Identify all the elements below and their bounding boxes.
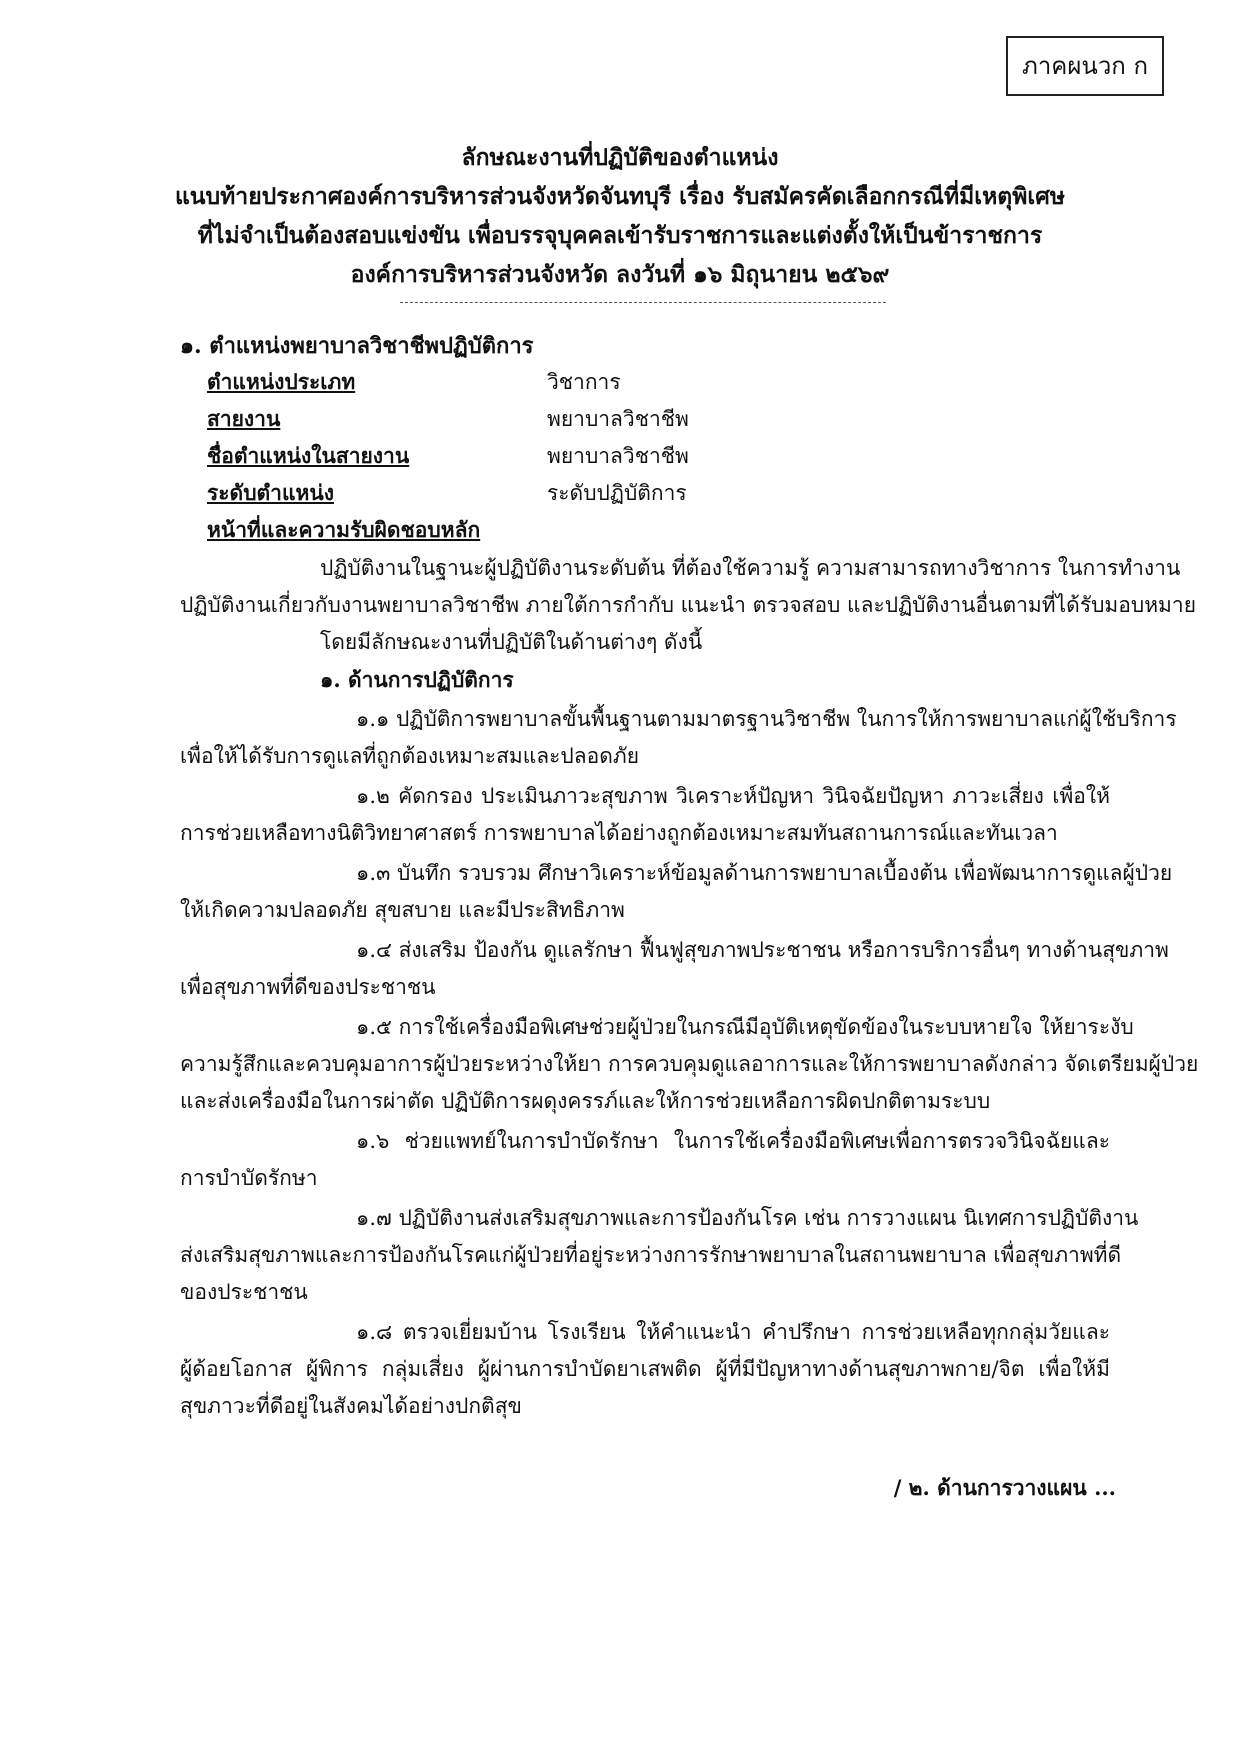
- heading-divider: [400, 302, 886, 303]
- item-1-2-line-1: ๑.๒ คัดกรอง ประเมินภาวะสุขภาพ วิเคราะห์ปัญหา วินิจฉัยปัญหา ภาวะเสี่ยง เพื่อให้: [356, 784, 1110, 808]
- field-label-line-of-work: สายงาน: [207, 406, 281, 431]
- appendix-label-box: ภาคผนวก ก: [1006, 36, 1164, 96]
- item-1-5-line-2: ความรู้สึกและควบคุมอาการผู้ป่วยระหว่างให้ยา การควบคุมดูแลอาการและให้การพยาบาลดังกล่าว จัดเตรียมผู้ป่วย: [180, 1052, 1199, 1076]
- item-1-3-line-1: ๑.๓ บันทึก รวบรวม ศึกษาวิเคราะห์ข้อมูลด้านการพยาบาลเบื้องต้น เพื่อพัฒนาการดูแลผู้ป่วย: [356, 861, 1173, 885]
- field-value-position-level: ระดับปฏิบัติการ: [547, 481, 687, 505]
- item-1-6-line-1: ๑.๖ ช่วยแพทย์ในการบำบัดรักษา ในการใช้เครื่องมือพิเศษเพื่อการตรวจวินิจฉัยและ: [356, 1129, 1110, 1153]
- section-1-heading: ๑. ด้านการปฏิบัติการ: [320, 667, 514, 692]
- item-1-8-line-2: ผู้ด้อยโอกาส ผู้พิการ กลุ่มเสี่ยง ผู้ผ่านการบำบัดยาเสพติด ผู้ที่มีปัญหาทางด้านสุขภาพกาย/จิต เพื่อให้มี: [180, 1357, 1110, 1381]
- field-label-position-type: ตำแหน่งประเภท: [207, 369, 356, 394]
- item-1-7-line-1: ๑.๗ ปฏิบัติงานส่งเสริมสุขภาพและการป้องกันโรค เช่น การวางแผน นิเทศการปฏิบัติงาน: [356, 1206, 1139, 1230]
- duties-heading: หน้าที่และความรับผิดชอบหลัก: [207, 517, 481, 542]
- intro-line-3: โดยมีลักษณะงานที่ปฏิบัติในด้านต่างๆ ดังนี้: [320, 630, 703, 654]
- item-1-8-line-1: ๑.๘ ตรวจเยี่ยมบ้าน โรงเรียน ให้คำแนะนำ คำปรึกษา การช่วยเหลือทุกกลุ่มวัยและ: [356, 1320, 1110, 1344]
- field-label-position-name: ชื่อตำแหน่งในสายงาน: [207, 443, 410, 468]
- item-1-2-line-2: การช่วยเหลือทางนิติวิทยาศาสตร์ การพยาบาลได้อย่างถูกต้องเหมาะสมทันสถานการณ์และทันเวลา: [180, 821, 1058, 845]
- heading-line-2: แนบท้ายประกาศองค์การบริหารส่วนจังหวัดจันทบุรี เรื่อง รับสมัครคัดเลือกกรณีที่มีเหตุพิเศษ: [174, 183, 1066, 210]
- field-label-position-level: ระดับตำแหน่ง: [207, 480, 334, 505]
- field-value-line-of-work: พยาบาลวิชาชีพ: [547, 407, 689, 431]
- item-1-1-line-1: ๑.๑ ปฏิบัติการพยาบาลขั้นพื้นฐานตามมาตรฐานวิชาชีพ ในการให้การพยาบาลแก่ผู้ใช้บริการ: [356, 707, 1177, 731]
- item-1-1-line-2: เพื่อให้ได้รับการดูแลที่ถูกต้องเหมาะสมและปลอดภัย: [180, 744, 640, 768]
- item-1-4-line-1: ๑.๔ ส่งเสริม ป้องกัน ดูแลรักษา ฟื้นฟูสุขภาพประชาชน หรือการบริการอื่นๆ ทางด้านสุขภาพ: [356, 938, 1169, 962]
- item-1-8-line-3: สุขภาวะที่ดีอยู่ในสังคมได้อย่างปกติสุข: [180, 1394, 522, 1418]
- field-value-position-type: วิชาการ: [547, 370, 621, 394]
- item-1-4-line-2: เพื่อสุขภาพที่ดีของประชาชน: [180, 975, 436, 999]
- item-1-7-line-3: ของประชาชน: [180, 1280, 308, 1304]
- position-title: ๑. ตำแหน่งพยาบาลวิชาชีพปฏิบัติการ: [180, 333, 534, 359]
- intro-line-1: ปฏิบัติงานในฐานะผู้ปฏิบัติงานระดับต้น ที่ต้องใช้ความรู้ ความสามารถทางวิชาการ ในการทำงาน: [320, 556, 1181, 580]
- continuation-note: / ๒. ด้านการวางแผน ...: [893, 1475, 1116, 1500]
- item-1-3-line-2: ให้เกิดความปลอดภัย สุขสบาย และมีประสิทธิภาพ: [180, 898, 625, 922]
- heading-line-1: ลักษณะงานที่ปฏิบัติของตำแหน่ง: [461, 144, 779, 171]
- intro-line-2: ปฏิบัติงานเกี่ยวกับงานพยาบาลวิชาชีพ ภายใต้การกำกับ แนะนำ ตรวจสอบ และปฏิบัติงานอื่นตามที่ได้รับมอบหมาย: [180, 593, 1196, 617]
- item-1-7-line-2: ส่งเสริมสุขภาพและการป้องกันโรคแก่ผู้ป่วยที่อยู่ระหว่างการรักษาพยาบาลในสถานพยาบาล เพื่อสุขภาพที่ดี: [180, 1243, 1122, 1267]
- item-1-5-line-3: และส่งเครื่องมือในการผ่าตัด ปฏิบัติการผดุงครรภ์และให้การช่วยเหลือการผิดปกติตามระบบ: [180, 1089, 991, 1113]
- field-value-position-name: พยาบาลวิชาชีพ: [547, 444, 689, 468]
- item-1-5-line-1: ๑.๕ การใช้เครื่องมือพิเศษช่วยผู้ป่วยในกรณีมีอุบัติเหตุขัดข้องในระบบหายใจ ให้ยาระงับ: [356, 1015, 1134, 1039]
- heading-line-4: องค์การบริหารส่วนจังหวัด ลงวันที่ ๑๖ มิถุนายน ๒๕๖๙: [350, 261, 890, 288]
- item-1-6-line-2: การบำบัดรักษา: [180, 1166, 318, 1190]
- heading-line-3: ที่ไม่จำเป็นต้องสอบแข่งขัน เพื่อบรรจุบุคคลเข้ารับราชการและแต่งตั้งให้เป็นข้าราชการ: [197, 222, 1043, 249]
